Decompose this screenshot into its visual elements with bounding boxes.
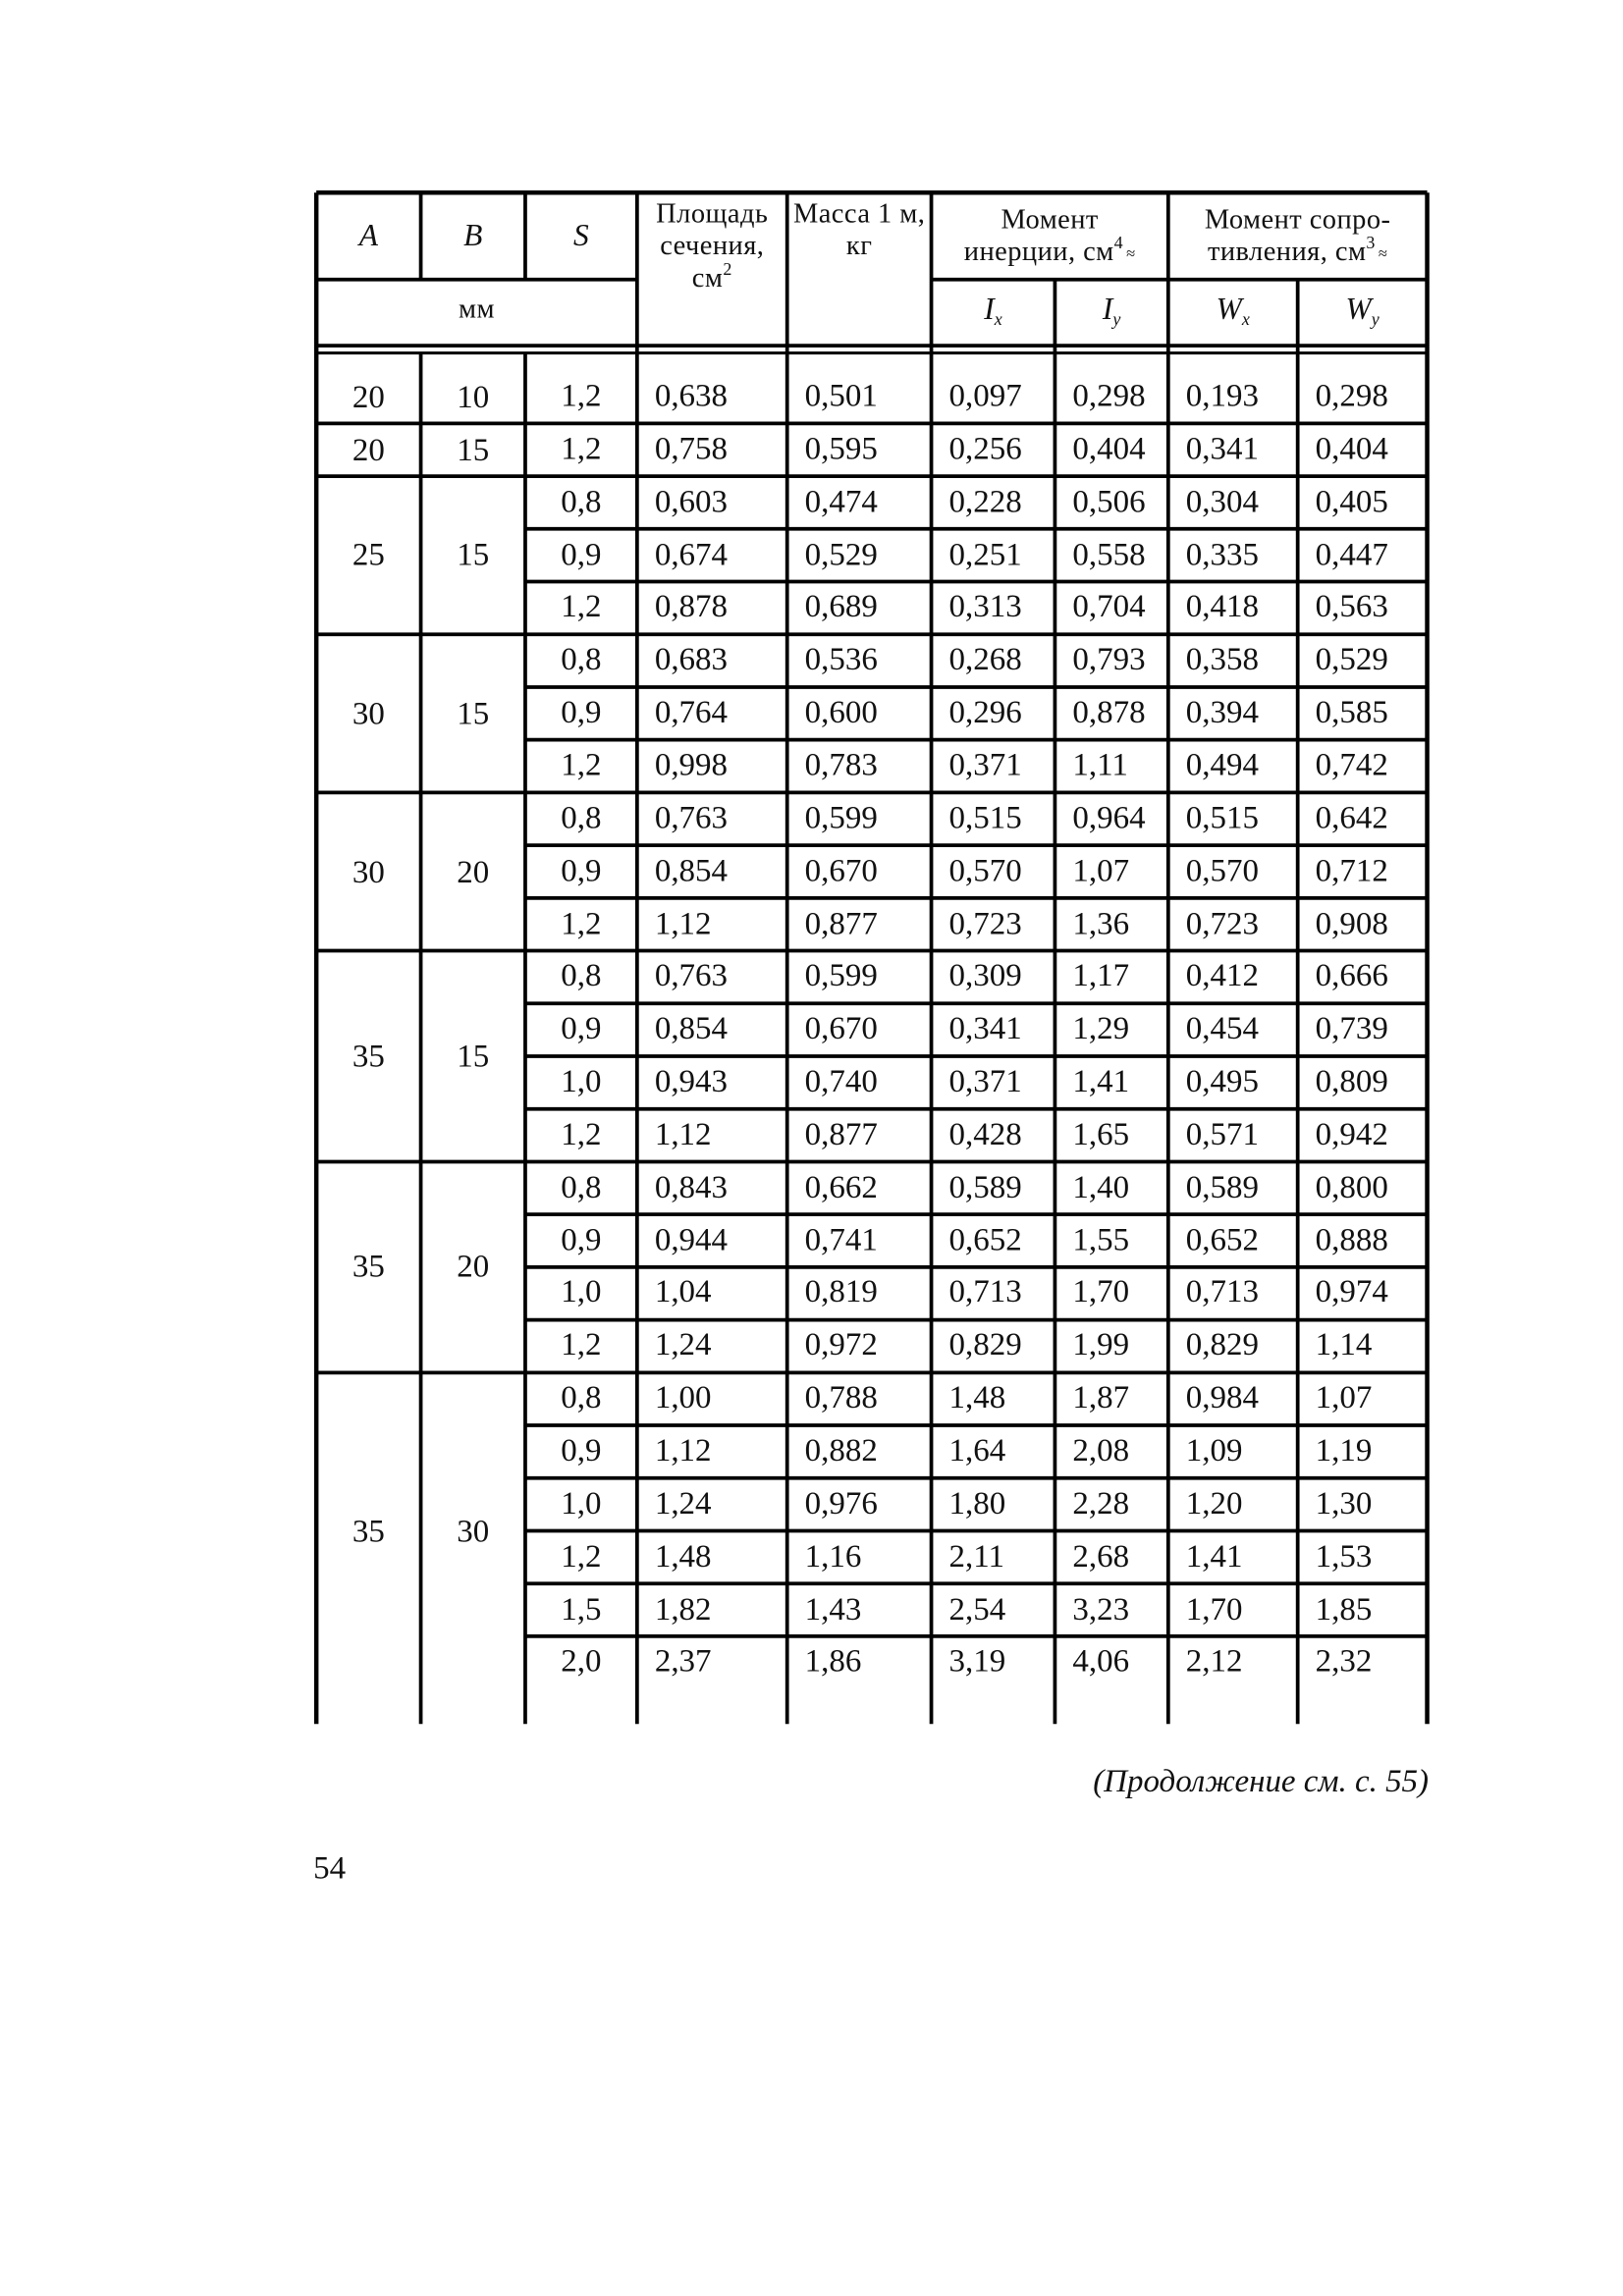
table-cell: 0,501 [804,376,878,414]
table-cell: 0,758 [654,429,729,466]
table-cell: 2,32 [1315,1641,1373,1680]
header-resistance: Момент сопро- тивления, $см^3\approx$ [1204,203,1391,267]
header-mass: Масса 1 м, кг [792,198,926,262]
table-cell: 0,763 [654,798,729,835]
table-cell: 0,998 [654,745,729,783]
table-cell: 1,0 [561,1272,602,1310]
table-cell: 0,251 [948,534,1022,572]
table-cell: 1,70 [1072,1272,1130,1310]
table-cell: 1,11 [1072,745,1128,783]
table-cell: 1,80 [948,1483,1006,1522]
table-cell: 1,2 [561,1325,602,1363]
table-cell-a: 20 [352,377,385,415]
table-cell-b: 15 [457,430,490,468]
table-cell: 0,603 [654,482,729,519]
table-cell: 0,097 [948,376,1022,414]
header-iy: $I_y$ [1102,290,1121,329]
table-cell: 1,19 [1315,1431,1373,1468]
table-cell: 0,843 [654,1167,729,1204]
table-cell: 0,652 [948,1220,1022,1257]
table-cell: 0,793 [1072,640,1146,677]
table-cell: 0,764 [654,692,729,730]
table-cell: 1,48 [654,1536,712,1574]
header-b: B [463,217,483,253]
table-cell: 1,12 [654,1114,712,1152]
table-cell: 0,193 [1185,376,1259,414]
header-ix: $I_x$ [984,290,1002,329]
header-inertia-units: инерции, см [963,236,1114,267]
table-cell: 0,9 [561,1431,602,1468]
table-cell: 3,19 [948,1641,1006,1680]
table-cell: 1,12 [654,903,712,941]
table-cell: 0,670 [804,851,878,888]
table-cell: 1,48 [948,1378,1006,1415]
table-cell: 0,371 [948,745,1022,783]
table-cell: 0,341 [948,1009,1022,1046]
table-cell: 0,335 [1185,534,1259,572]
table-cell-b: 15 [457,1037,490,1074]
table-cell: 0,854 [654,1009,729,1046]
table-cell: 1,09 [1185,1431,1243,1468]
table-cell: 2,37 [654,1641,712,1680]
table-cell: 0,405 [1315,482,1388,519]
table-cell: 1,65 [1072,1114,1130,1152]
table-cell: 0,9 [561,534,602,572]
table-cell-b: 20 [457,852,490,889]
table-cell: 0,595 [804,429,878,466]
table-cell: 0,742 [1315,745,1388,783]
table-cell: 1,85 [1315,1589,1373,1627]
table-cell: 0,371 [948,1061,1022,1099]
table-cell: 0,723 [948,903,1022,941]
table-cell: 0,854 [654,851,729,888]
table-cell: 0,9 [561,1220,602,1257]
table-cell: 0,8 [561,956,602,994]
table-cell: 0,713 [948,1272,1022,1310]
table-cell-a: 20 [352,430,385,468]
header-inertia: Момент инерции, $см^4\approx$ [963,203,1136,267]
header-wy: $W_y$ [1345,290,1380,329]
table-cell: 1,2 [561,376,602,414]
table-cell-a: 30 [352,694,385,731]
table-cell-b: 15 [457,536,490,573]
table-cell: 1,04 [654,1272,712,1310]
table-cell: 0,404 [1315,429,1388,466]
table-cell: 4,06 [1072,1641,1130,1680]
table-cell: 0,878 [1072,692,1146,730]
table-cell: 1,2 [561,903,602,941]
table-cell: 1,43 [804,1589,862,1627]
table-cell: 0,712 [1315,851,1388,888]
table-cell: 0,638 [654,376,729,414]
table-cell: 1,82 [654,1589,712,1627]
table-cell: 1,2 [561,1114,602,1152]
table-cell: 1,0 [561,1483,602,1522]
table-cell: 0,529 [804,534,878,572]
table-cell: 0,9 [561,692,602,730]
table-cell: 0,358 [1185,640,1259,677]
table-cell: 0,394 [1185,692,1259,730]
table-cell: 1,00 [654,1378,712,1415]
table-cell: 1,53 [1315,1536,1373,1574]
table-cell: 0,447 [1315,534,1388,572]
table-cell: 0,585 [1315,692,1388,730]
table-cell-a: 35 [352,1248,385,1285]
table-cell: 0,809 [1315,1061,1388,1099]
table-cell: 0,877 [804,1114,878,1152]
table-cell: 1,24 [654,1483,712,1522]
table-cell: 0,495 [1185,1061,1259,1099]
table-cell: 1,17 [1072,956,1130,994]
table-cell: 0,494 [1185,745,1259,783]
table-cell: 0,683 [654,640,729,677]
header-a: A [358,217,378,253]
table-cell: 0,558 [1072,534,1146,572]
table-cell: 0,454 [1185,1009,1259,1046]
table-cell: 0,819 [804,1272,878,1310]
table-cell: 0,256 [948,429,1022,466]
header-resistance-units: тивления, см [1207,236,1367,267]
table-cell: 1,29 [1072,1009,1130,1046]
table-cell: 0,888 [1315,1220,1388,1257]
table-cell: 0,404 [1072,429,1146,466]
table-cell: 0,878 [654,587,729,624]
table-cell: 0,570 [1185,851,1259,888]
table-cell: 0,298 [1315,376,1388,414]
table-cell: 0,741 [804,1220,878,1257]
table-cell: 0,984 [1185,1378,1259,1415]
header-units-mm: мм [459,294,495,326]
table-cell: 0,589 [948,1167,1022,1204]
table-cell: 0,829 [948,1325,1022,1363]
table-cell: 0,877 [804,903,878,941]
table-cell: 0,341 [1185,429,1259,466]
table-cell-a: 35 [352,1037,385,1074]
table-cell: 0,829 [1185,1325,1259,1363]
table-cell: 0,8 [561,1167,602,1204]
table-cell: 2,12 [1185,1641,1243,1680]
table-cell: 1,87 [1072,1378,1130,1415]
table-cell: 0,942 [1315,1114,1388,1152]
table-cell: 0,944 [654,1220,729,1257]
table-cell: 0,723 [1185,903,1259,941]
table-cell: 0,599 [804,798,878,835]
table-cell: 1,55 [1072,1220,1130,1257]
table-cell: 2,54 [948,1589,1006,1627]
table-cell: 0,298 [1072,376,1146,414]
table-cell: 0,662 [804,1167,878,1204]
table-cell: 0,740 [804,1061,878,1099]
table-cell: 0,666 [1315,956,1388,994]
table-cell: 0,8 [561,640,602,677]
table-cell: 0,908 [1315,903,1388,941]
table-cell: 0,800 [1315,1167,1388,1204]
table-cell: 0,529 [1315,640,1388,677]
table-cell: 0,689 [804,587,878,624]
table-cell: 2,11 [948,1536,1005,1574]
table-cell: 1,70 [1185,1589,1243,1627]
table-cell: 0,674 [654,534,729,572]
table-cell: 0,8 [561,798,602,835]
table-cell-a: 25 [352,536,385,573]
table-cell: 1,30 [1315,1483,1373,1522]
table-cell: 3,23 [1072,1589,1130,1627]
header-inertia-title: Момент [1001,203,1099,236]
table-cell: 0,506 [1072,482,1146,519]
table-cell: 1,2 [561,429,602,466]
table-cell: 1,41 [1185,1536,1243,1574]
table-cell: 0,739 [1315,1009,1388,1046]
table-cell: 0,563 [1315,587,1388,624]
table-cell: 0,974 [1315,1272,1388,1310]
approx-mark: ≈ [1378,244,1388,263]
table-cell: 0,8 [561,482,602,519]
table-cell: 1,5 [561,1589,602,1627]
table-cell: 2,0 [561,1641,602,1680]
table-cell: 0,515 [948,798,1022,835]
table-cell-a: 30 [352,852,385,889]
table-cell-b: 30 [457,1511,490,1549]
table-cell: 0,882 [804,1431,878,1468]
table-cell: 1,2 [561,1536,602,1574]
table-cell-b: 20 [457,1248,490,1285]
table-cell: 0,313 [948,587,1022,624]
table-cell: 1,2 [561,745,602,783]
header-area: Площадь сечения, $см^2$ [656,198,769,294]
table-cell: 0,783 [804,745,878,783]
table-cell: 0,9 [561,1009,602,1046]
table-cell: 2,08 [1072,1431,1130,1468]
table-cell: 0,704 [1072,587,1146,624]
table-cell: 0,670 [804,1009,878,1046]
table-cell: 0,763 [654,956,729,994]
table-cell: 2,68 [1072,1536,1130,1574]
table-cell: 1,0 [561,1061,602,1099]
table-cell: 0,600 [804,692,878,730]
table-cell: 0,9 [561,851,602,888]
table-cell-b: 15 [457,694,490,731]
table-cell: 0,474 [804,482,878,519]
table-cell: 0,964 [1072,798,1146,835]
table-cell: 0,268 [948,640,1022,677]
header-resistance-title: Момент сопро- [1204,203,1391,236]
table-cell: 0,296 [948,692,1022,730]
table-cell: 0,428 [948,1114,1022,1152]
table-cell: 1,07 [1072,851,1130,888]
table-cell: 0,972 [804,1325,878,1363]
table-cell: 1,20 [1185,1483,1243,1522]
table-cell: 0,599 [804,956,878,994]
table-cell: 1,2 [561,587,602,624]
table-cell: 0,571 [1185,1114,1259,1152]
table-cell: 0,8 [561,1378,602,1415]
table-cell: 0,589 [1185,1167,1259,1204]
table-cell: 0,304 [1185,482,1259,519]
table-cell: 1,99 [1072,1325,1130,1363]
header-wx: $W_x$ [1216,290,1250,329]
table-cell: 1,41 [1072,1061,1130,1099]
table-cell: 1,16 [804,1536,862,1574]
header-s: S [573,217,589,253]
table-cell: 0,536 [804,640,878,677]
table-cell: 0,652 [1185,1220,1259,1257]
table-cell: 1,07 [1315,1378,1373,1415]
table-cell-b: 10 [457,377,490,415]
table-cell: 1,86 [804,1641,862,1680]
table-cell: 0,515 [1185,798,1259,835]
table-cell: 0,412 [1185,956,1259,994]
table-cell: 0,570 [948,851,1022,888]
table-cell: 0,642 [1315,798,1388,835]
table-cell: 1,24 [654,1325,712,1363]
table-cell: 1,12 [654,1431,712,1468]
table-cell: 1,14 [1315,1325,1373,1363]
table-cell: 0,943 [654,1061,729,1099]
approx-mark: ≈ [1126,244,1136,263]
table-cell: 0,418 [1185,587,1259,624]
table-cell: 0,309 [948,956,1022,994]
table-cell-a: 35 [352,1511,385,1549]
page-number: 54 [313,1848,347,1887]
table-cell: 0,976 [804,1483,878,1522]
table-cell: 2,28 [1072,1483,1130,1522]
table-cell: 0,713 [1185,1272,1259,1310]
table-cell: 0,788 [804,1378,878,1415]
table-cell: 0,228 [948,482,1022,519]
continuation-note: (Продолжение см. с. 55) [1093,1762,1430,1799]
table-cell: 1,64 [948,1431,1006,1468]
table-cell: 1,40 [1072,1167,1130,1204]
table-cell: 1,36 [1072,903,1130,941]
